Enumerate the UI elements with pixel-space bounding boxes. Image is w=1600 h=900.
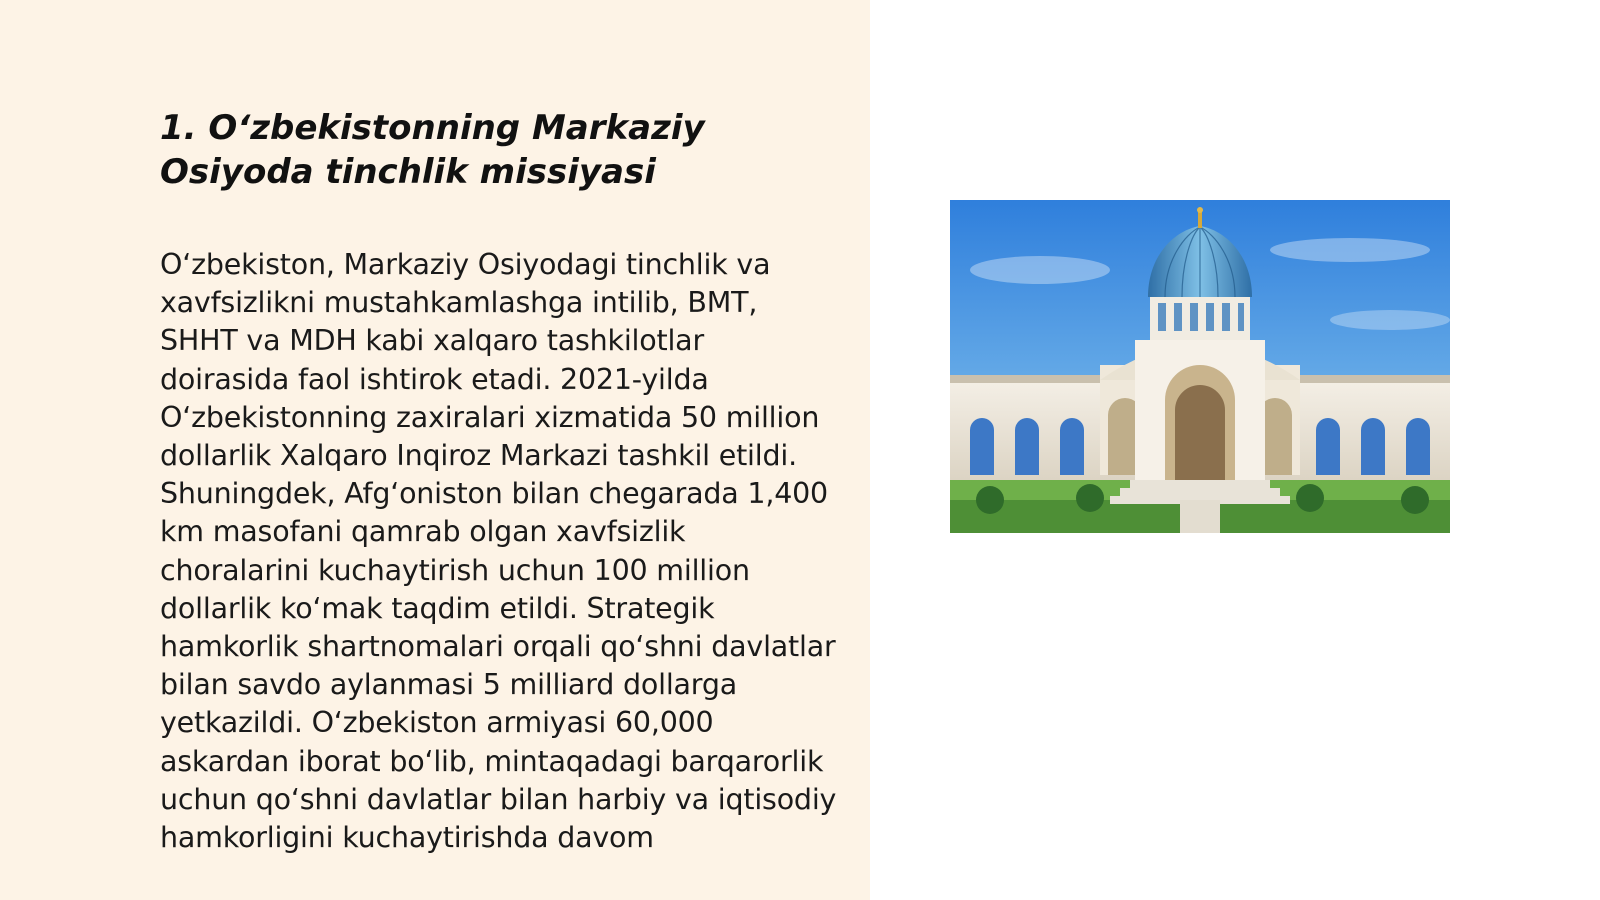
slide-body-text: O‘zbekiston, Markaziy Osiyodagi tinchlik va xavfsizlikni mustahkamlashga intilib, BMT, SHHT va MDH kabi xalqaro tashkilotlar doirasida faol ishtirok etadi. 2021-yilda O‘zbekistonning zaxiralari xizmatida 50 million dollarlik Xalqaro Inqiroz Markazi tashkil etildi. Shuningdek, Afg‘oniston bilan chegarada 1,400 km masofani qamrab olgan xavfsizlik choralarini kuchaytirish uchun 100 million dollarlik ko‘mak taqdim etildi. Strategik hamkorlik shartnomalari orqali qo‘shni davlatlar bilan savdo aylanmasi 5 milliard dollarga yetkazildi. O‘zbekiston armiyasi 60,000 askardan iborat bo‘lib, mintaqadagi barqarorlik uchun qo‘shni davlatlar bilan harbiy va iqtisodiy hamkorligini kuchaytirishda davom — [160, 248, 837, 855]
slide-title: 1. O‘zbekistonning Markaziy Osiyoda tinchlik missiyasi — [160, 108, 705, 192]
palace-photo — [950, 200, 1450, 533]
